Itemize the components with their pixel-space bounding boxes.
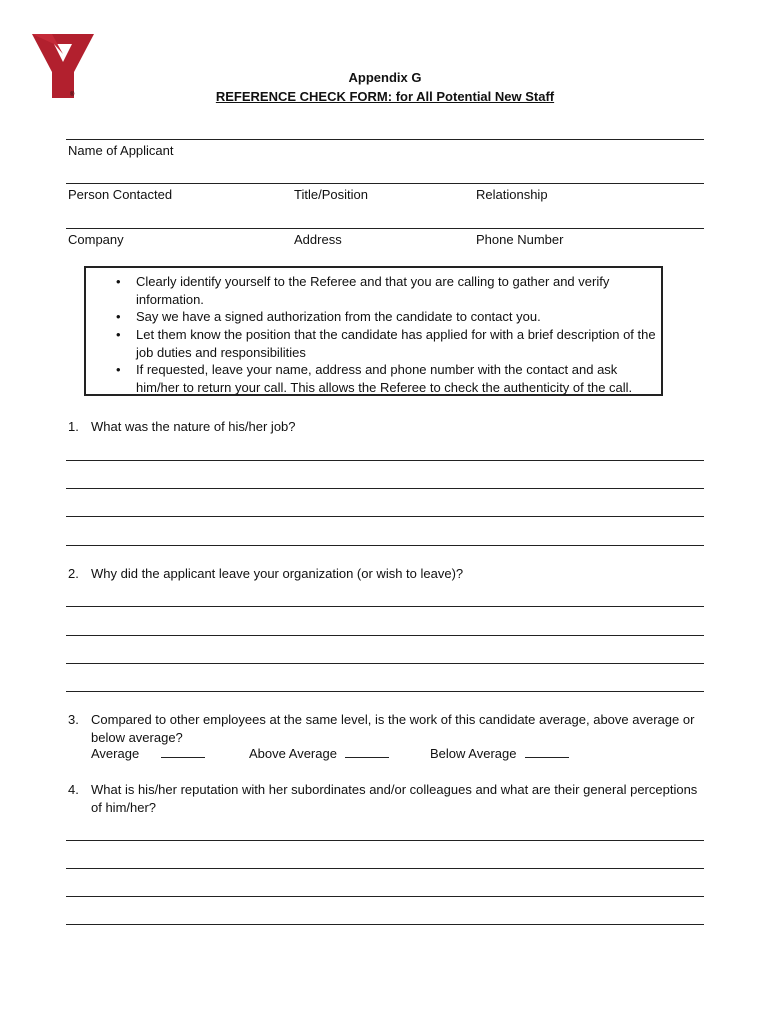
instruction-item: • Say we have a signed authorization from the candidate to contact you. (116, 309, 541, 324)
answer-line[interactable] (66, 896, 704, 897)
relationship-label: Relationship (476, 187, 548, 202)
appendix-label: Appendix G (348, 70, 422, 85)
address-label: Address (294, 232, 342, 247)
answer-line[interactable] (66, 635, 704, 636)
instruction-item: • Clearly identify yourself to the Referee and that you are calling to gather and verify information. (116, 274, 610, 307)
answer-line[interactable] (66, 691, 704, 692)
name-of-applicant-label: Name of Applicant (68, 143, 174, 158)
phone-number-label: Phone Number (476, 232, 564, 247)
answer-line[interactable] (66, 460, 704, 461)
instruction-item: • If requested, leave your name, address and phone number with the contact and ask him/her to return your call. This allows the Referee to check the authenticity of the call. (116, 362, 633, 395)
below-average-blank[interactable] (525, 747, 569, 758)
average-blank[interactable] (161, 747, 205, 758)
rating-average[interactable]: Average (91, 746, 205, 761)
divider-line (66, 139, 704, 140)
company-label: Company (68, 232, 124, 247)
name-of-applicant-line[interactable] (66, 183, 704, 184)
contact-info-line[interactable] (66, 228, 704, 229)
instruction-item: • Let them know the position that the candidate has applied for with a brief description of the job duties and responsibilities (116, 327, 656, 360)
title-position-label: Title/Position (294, 187, 368, 202)
above-average-blank[interactable] (345, 747, 389, 758)
answer-line[interactable] (66, 868, 704, 869)
registered-mark: ® (70, 92, 75, 98)
rating-below-average[interactable]: Below Average (430, 746, 569, 761)
answer-line[interactable] (66, 840, 704, 841)
answer-line[interactable] (66, 924, 704, 925)
answer-line[interactable] (66, 545, 704, 546)
form-title: REFERENCE CHECK FORM: for All Potential New Staff (215, 89, 555, 104)
answer-line[interactable] (66, 663, 704, 664)
answer-line[interactable] (66, 488, 704, 489)
rating-above-average[interactable]: Above Average (249, 746, 389, 761)
answer-line[interactable] (66, 516, 704, 517)
instructions-box (84, 266, 663, 396)
answer-line[interactable] (66, 606, 704, 607)
person-contacted-label: Person Contacted (68, 187, 173, 202)
